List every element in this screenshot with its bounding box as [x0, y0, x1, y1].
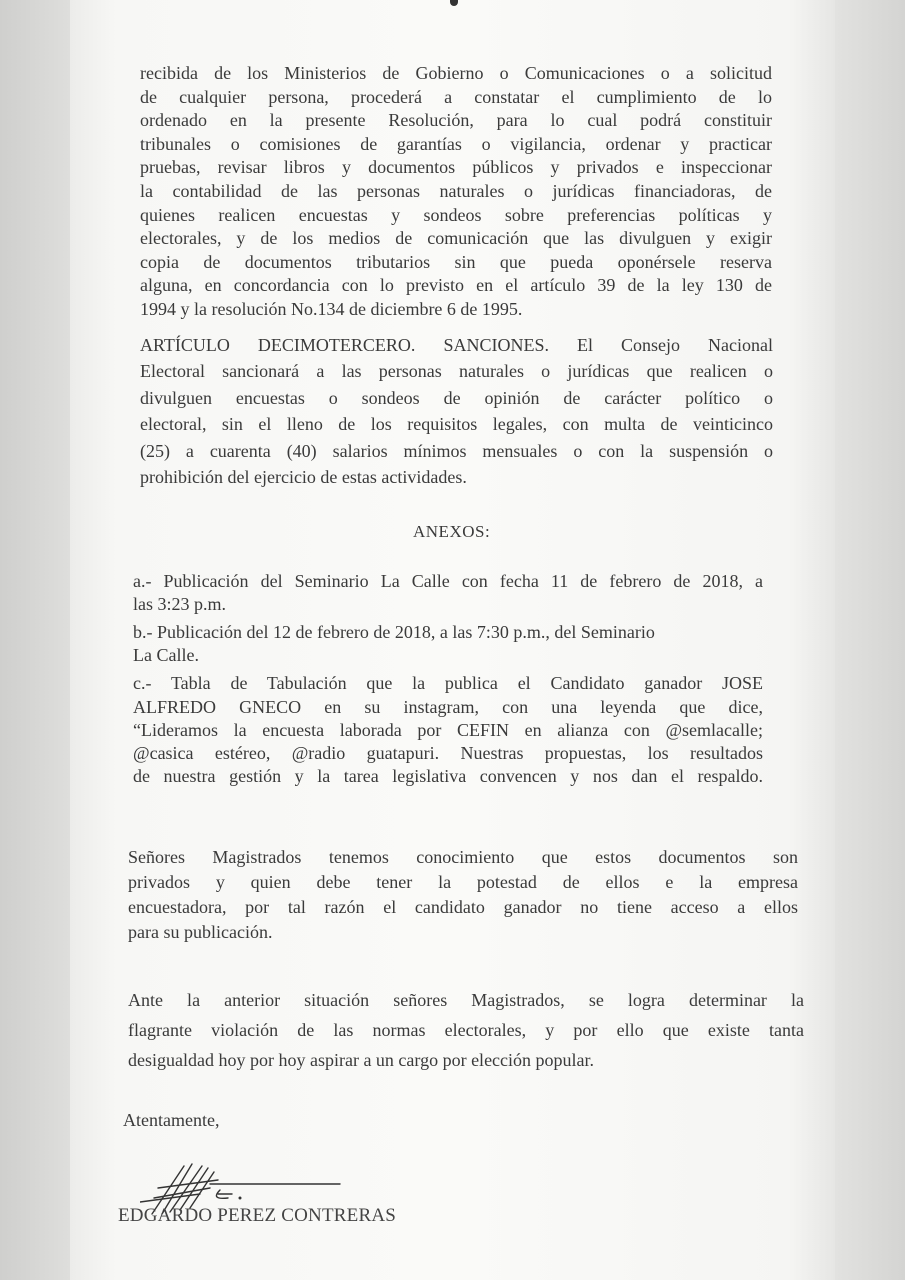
text-line: 1994 y la resolución No.134 de diciembre 6 de 1995.: [140, 298, 523, 319]
text-line: encuestadora, por tal razón el candidato ganador no tiene acceso a ellos: [128, 897, 798, 917]
text-line: las 3:23 p.m.: [133, 594, 226, 615]
text-line: electorales, y de los medios de comunicación que las divulguen y exigir: [140, 228, 772, 249]
text-line: de nuestra gestión y la tarea legislativa convencen y nos dan el respaldo.: [133, 766, 763, 787]
annexes-heading: ANEXOS:: [413, 522, 491, 541]
text-line: desigualdad hoy por hoy aspirar a un cargo por elección popular.: [128, 1050, 595, 1070]
text-line: privados y quien debe tener la potestad de ellos e la empresa: [128, 872, 798, 892]
text-line: copia de documentos tributarios sin que pueda oponérsele reserva: [140, 251, 772, 272]
paragraph-resolution-continuation: [140, 64, 772, 324]
paragraph-private-documents: [128, 848, 798, 948]
text-line: (25) a cuarenta (40) salarios mínimos mensuales o con la suspensión o: [140, 440, 773, 461]
text-line: ordenado en la presente Resolución, para lo cual podrá constituir: [140, 110, 772, 131]
scan-background-left: [0, 0, 70, 1280]
text-line: Electoral sancionará a las personas naturales o jurídicas que realicen o: [140, 361, 773, 382]
text-line: de cualquier persona, procederá a constatar el cumplimiento de lo: [140, 86, 772, 107]
text-line: @casica estéreo, @radio guatapuri. Nuestras propuestas, los resultados: [133, 742, 763, 763]
text-line: prohibición del ejercicio de estas actividades.: [140, 466, 467, 487]
text-line: La Calle.: [133, 645, 199, 666]
scan-background-right: [835, 0, 905, 1280]
text-line: ARTÍCULO DECIMOTERCERO. SANCIONES. El Consejo Nacional: [140, 335, 773, 355]
text-line: flagrante violación de las normas electorales, y por ello que existe tanta: [128, 1020, 804, 1040]
text-line: electoral, sin el lleno de los requisitos legales, con multa de veinticinco: [140, 414, 773, 435]
annexes-list: [133, 572, 763, 790]
text-line: c.- Tabla de Tabulación que la publica el Candidato ganador JOSE: [133, 673, 763, 694]
paragraph-articulo-decimotercero: [140, 336, 773, 494]
signer-name: EDGARDO PEREZ CONTRERAS: [118, 1205, 397, 1226]
text-line: divulguen encuestas o sondeos de opinión de carácter político o: [140, 387, 773, 408]
text-line: “Lideramos la encuesta laborada por CEFIN en alianza con @semlacalle;: [133, 719, 763, 740]
text-line: alguna, en concordancia con lo previsto en el artículo 39 de la ley 130 de: [140, 275, 772, 296]
text-line: quienes realicen encuestas y sondeos sobre preferencias políticas y: [140, 204, 772, 225]
closing-salutation: Atentamente,: [123, 1110, 220, 1130]
text-line: para su publicación.: [128, 922, 273, 942]
text-line: pruebas, revisar libros y documentos públicos y privados e inspeccionar: [140, 157, 772, 178]
text-line: la contabilidad de las personas naturales o jurídicas financiadoras, de: [140, 180, 772, 201]
text-line: tribunales o comisiones de garantías o vigilancia, ordenar y practicar: [140, 133, 772, 154]
paragraph-conclusion: [128, 991, 804, 1081]
text-line: recibida de los Ministerios de Gobierno o Comunicaciones o a solicitud: [140, 63, 772, 83]
text-line: Ante la anterior situación señores Magistrados, se logra determinar la: [128, 990, 804, 1010]
text-line: Señores Magistrados tenemos conocimiento que estos documentos son: [128, 847, 798, 867]
text-line: a.- Publicación del Seminario La Calle con fecha 11 de febrero de 2018, a: [133, 571, 763, 591]
text-line: b.- Publicación del 12 de febrero de 2018, a las 7:30 p.m., del Seminario: [133, 622, 655, 643]
text-line: ALFREDO GNECO en su instagram, con una leyenda que dice,: [133, 696, 763, 717]
